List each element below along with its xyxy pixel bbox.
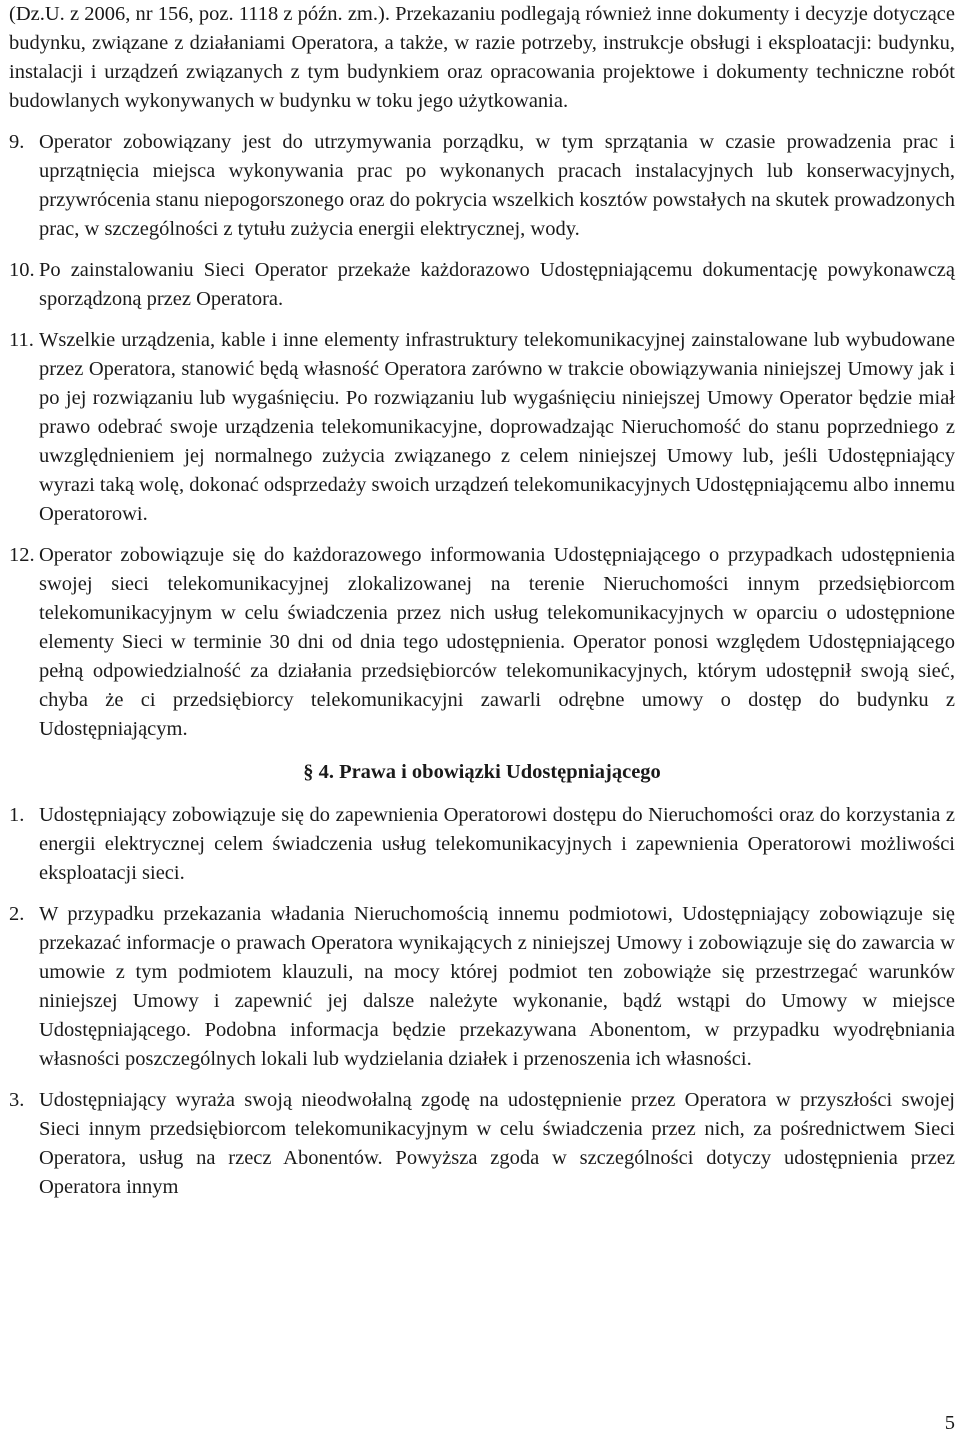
item-text: Wszelkie urządzenia, kable i inne elementy infrastruktury telekomunikacyjnej zainstalowane lub wybudowane przez Operatora, stanowić będą własność Operatora zarówno w trakcie obowiązywania niniejszej Umowy jak i po jej rozwiązaniu lub wygaśnięciu. Po rozwiązaniu lub wygaśnięciu niniejszej Umowy Operator będzie miał prawo odebrać swoje urządzenia telekomunikacyjne, doprowadzając Nieruchomość do stanu poprzedniego z uwzględnieniem jej normalnego zużycia związanego z celem niniejszej Umowy lub, jeśli Udostępniający wyrazi taką wolę, dokonać odsprzedaży swoich urządzeń telekomunikacyjnych Udostępniającemu albo innemu Operatorowi. <box>39 329 955 525</box>
page-number: 5 <box>944 1412 955 1434</box>
operator-item-12 <box>9 541 955 744</box>
intro-paragraph: (Dz.U. z 2006, nr 156, poz. 1118 z późn. zm.). Przekazaniu podlegają również inne dokumenty i decyzje dotyczące budynku, związane z działaniami Operatora, a także, w razie potrzeby, instrukcje obsługi i eksploatacji: budynku, instalacji i urządzeń związanych z tym budynkiem oraz opracowania projektowe i dokumenty techniczne robót budowlanych wykonywanych w budynku w toku jego użytkowania. <box>9 3 955 112</box>
provider-item-3 <box>9 1086 955 1202</box>
item-text: Udostępniający wyraża swoją nieodwołalną zgodę na udostępnienie przez Operatora w przyszłości swojej Sieci innym przedsiębiorcom telekomunikacyjnym w celu świadczenia przez nich, za pośrednictwem Sieci Operatora, usług na rzecz Abonentów. Powyższa zgoda w szczególności dotyczy udostępnienia przez Operatora innym <box>39 1089 955 1198</box>
provider-item-2 <box>9 900 955 1074</box>
item-number: 1. <box>9 804 25 826</box>
item-number: 2. <box>9 903 25 925</box>
item-number: 3. <box>9 1089 25 1111</box>
operator-item-11 <box>9 326 955 529</box>
item-text: Udostępniający zobowiązuje się do zapewnienia Operatorowi dostępu do Nieruchomości oraz do korzystania z energii elektrycznej celem świadczenia usług telekomunikacyjnych i zapewnienia Operatorowi możliwości eksploatacji sieci. <box>39 804 955 884</box>
operator-item-10 <box>9 256 955 314</box>
item-number: 12. <box>9 544 35 566</box>
item-text: Operator zobowiązany jest do utrzymywania porządku, w tym sprzątania w czasie prowadzenia prac i uprzątnięcia miejsca wykonywania prac po wykonanych pracach instalacyjnych lub konserwacyjnych, przywrócenia stanu niepogorszonego oraz do pokrycia wszelkich kosztów powstałych na skutek prowadzonych prac, w szczególności z tytułu zużycia energii elektrycznej, wody. <box>39 131 955 240</box>
item-number: 11. <box>9 329 34 351</box>
item-text: Operator zobowiązuje się do każdorazowego informowania Udostępniającego o przypadkach udostępnienia swojej sieci telekomunikacyjnej zlokalizowanej na terenie Nieruchomości innym przedsiębiorcom telekomunikacyjnym w celu świadczenia przez nich usług telekomunikacyjnych w oparciu o udostępnione elementy Sieci w terminie 30 dni od dnia tego udostępnienia. Operator ponosi względem Udostępniającego pełną odpowiedzialność za działania przedsiębiorców telekomunikacyjnych, którym udostępnił swoją sieć, chyba że ci przedsiębiorcy telekomunikacyjni zawarli odrębne umowy o dostęp do budynku z Udostępniającym. <box>39 544 955 740</box>
provider-item-1 <box>9 801 955 888</box>
item-number: 10. <box>9 259 35 281</box>
item-text: Po zainstalowaniu Sieci Operator przekaże każdorazowo Udostępniającemu dokumentację powykonawczą sporządzoną przez Operatora. <box>39 259 955 310</box>
document-body <box>9 0 955 1202</box>
operator-item-9 <box>9 128 955 244</box>
item-text: W przypadku przekazania władania Nieruchomością innemu podmiotowi, Udostępniający zobowiązuje się przekazać informacje o prawach Operatora wynikających z niniejszej Umowy i zobowiązuje się do zawarcia w umowie z tym podmiotem klauzuli, na mocy której podmiot ten zobowiąże się przestrzegać warunków niniejszej Umowy i zapewnić jej dalsze należyte wykonanie, bądź wstąpi do Umowy w miejsce Udostępniającego. Podobna informacja będzie przekazywana Abonentom, w przypadku wyodrębniania własności poszczególnych lokali lub wydzielania działek i przenoszenia ich własności. <box>39 903 955 1070</box>
item-number: 9. <box>9 131 25 153</box>
section-heading: § 4. Prawa i obowiązki Udostępniającego <box>303 761 661 783</box>
